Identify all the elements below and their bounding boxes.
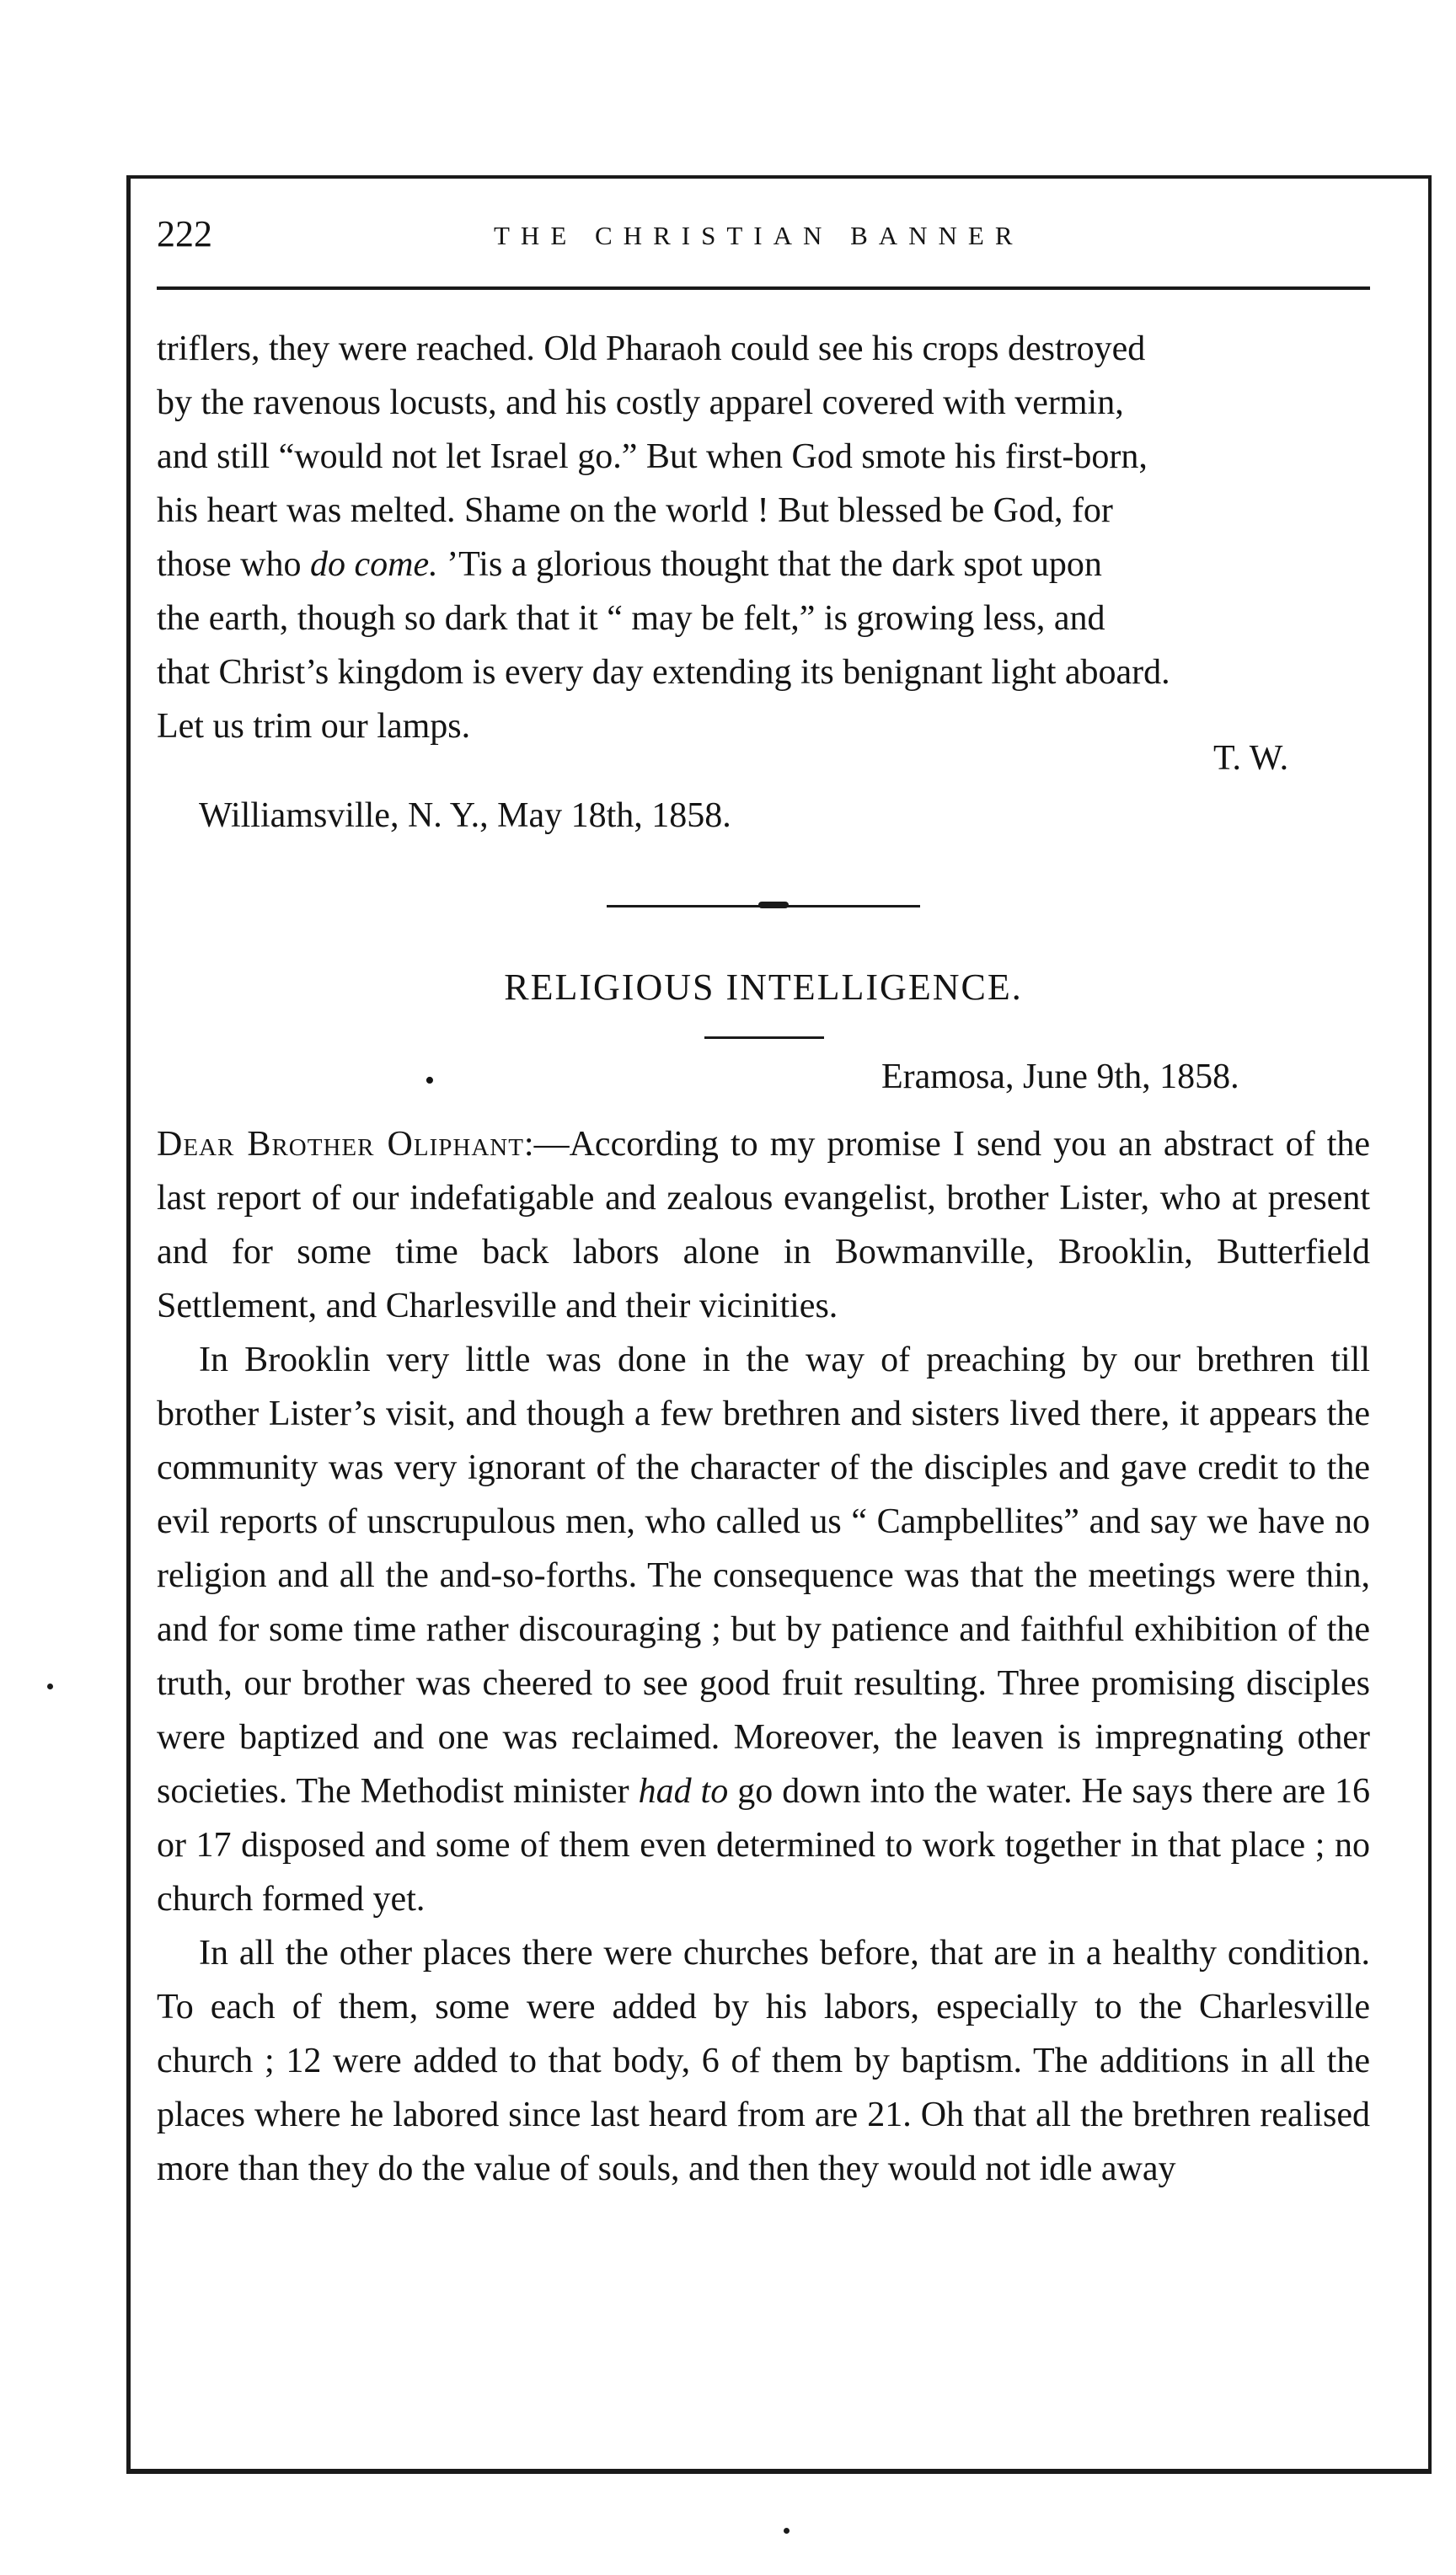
separator-ornament	[758, 902, 789, 908]
paragraph-text: :—According to my promise I send you an abstract of the last report of our indefatigable and zealous evangelist, brother Lister, who at present and for some time back labors alone in Bowmanville, Brooklin, Butterfield Settlement, and Charlesville and their vicinities.	[157, 1125, 1371, 1325]
section-heading: RELIGIOUS INTELLIGENCE.	[504, 966, 1023, 1008]
letter-body	[157, 1117, 1370, 2196]
letter-paragraph	[157, 1117, 1370, 1333]
letter-paragraph	[157, 1333, 1370, 1926]
running-head: THE CHRISTIAN BANNER	[494, 221, 1024, 250]
salutation: Dear Brother Oliphant	[157, 1125, 524, 1164]
paragraph-text: go down into the water. He says there are 16 or 17 disposed and some of them even determined to work together in that place ; no church formed yet.	[157, 1772, 1370, 1919]
opening-paragraph	[157, 322, 1370, 753]
paragraph-text: In Brooklin very little was done in the way of preaching by our brethren till brother Lister’s visit, and though a few brethren and sisters lived there, it appears the community was very ignorant of the character of the disciples and gave credit to the evil reports of unscrupulous men, who called us “ Campbellites” and say we have no religion and all the and-so-forths. The consequence was that the meetings were thin, and for some time rather discouraging ; but by patience and faithful exhibition of the truth, our brother was cheered to see good fruit resulting. Three promising disciples were baptized and one was reclaimed. Moreover, the leaven is impregnating other societies. The Methodist minister	[157, 1341, 1370, 1811]
text-line: and still “would not let Israel go.” But when God smote his first-born,	[157, 437, 1148, 476]
text-line: by the ravenous locusts, and his costly apparel covered with vermin,	[157, 383, 1124, 422]
letter-dateline: Eramosa, June 9th, 1858.	[881, 1057, 1239, 1096]
signature-place-date: Williamsville, N. Y., May 18th, 1858.	[199, 796, 731, 835]
page-header	[157, 207, 1370, 266]
text-line: the earth, though so dark that it “ may be felt,” is growing less, and	[157, 599, 1105, 638]
page-number: 222	[157, 213, 212, 254]
text-line: triflers, they were reached. Old Pharaoh could see his crops destroyed	[157, 329, 1146, 368]
text-line: Let us trim our lamps.	[157, 707, 471, 746]
text-line: that Christ’s kingdom is every day extending its benignant light aboard.	[157, 653, 1170, 692]
bullet-mark: •	[425, 1065, 435, 1096]
letter-paragraph: In all the other places there were churches before, that are in a healthy condition. To each of them, some were added by his labors, especially to the Charlesville church ; 12 were added to that body, 6 of them by baptism. The additions in all the places where he labored since last heard from are 21. Oh that all the brethren realised more than they do the value of souls, and then they would not idle away	[157, 1934, 1370, 2188]
text-fragment: ’Tis a glorious thought that the dark spot upon	[437, 545, 1102, 584]
text-line: his heart was melted. Shame on the world ! But blessed be God, for	[157, 491, 1113, 530]
heading-underline-rule	[704, 1036, 824, 1039]
italic-phrase: had to	[638, 1772, 729, 1811]
stray-ink-mark	[47, 1684, 53, 1689]
italic-phrase: do come.	[310, 545, 438, 584]
header-rule	[157, 286, 1370, 290]
text-line	[157, 538, 1370, 592]
text-fragment: those who	[157, 545, 310, 584]
stray-ink-mark	[784, 2528, 790, 2534]
signature-initials: T. W.	[1213, 739, 1289, 778]
